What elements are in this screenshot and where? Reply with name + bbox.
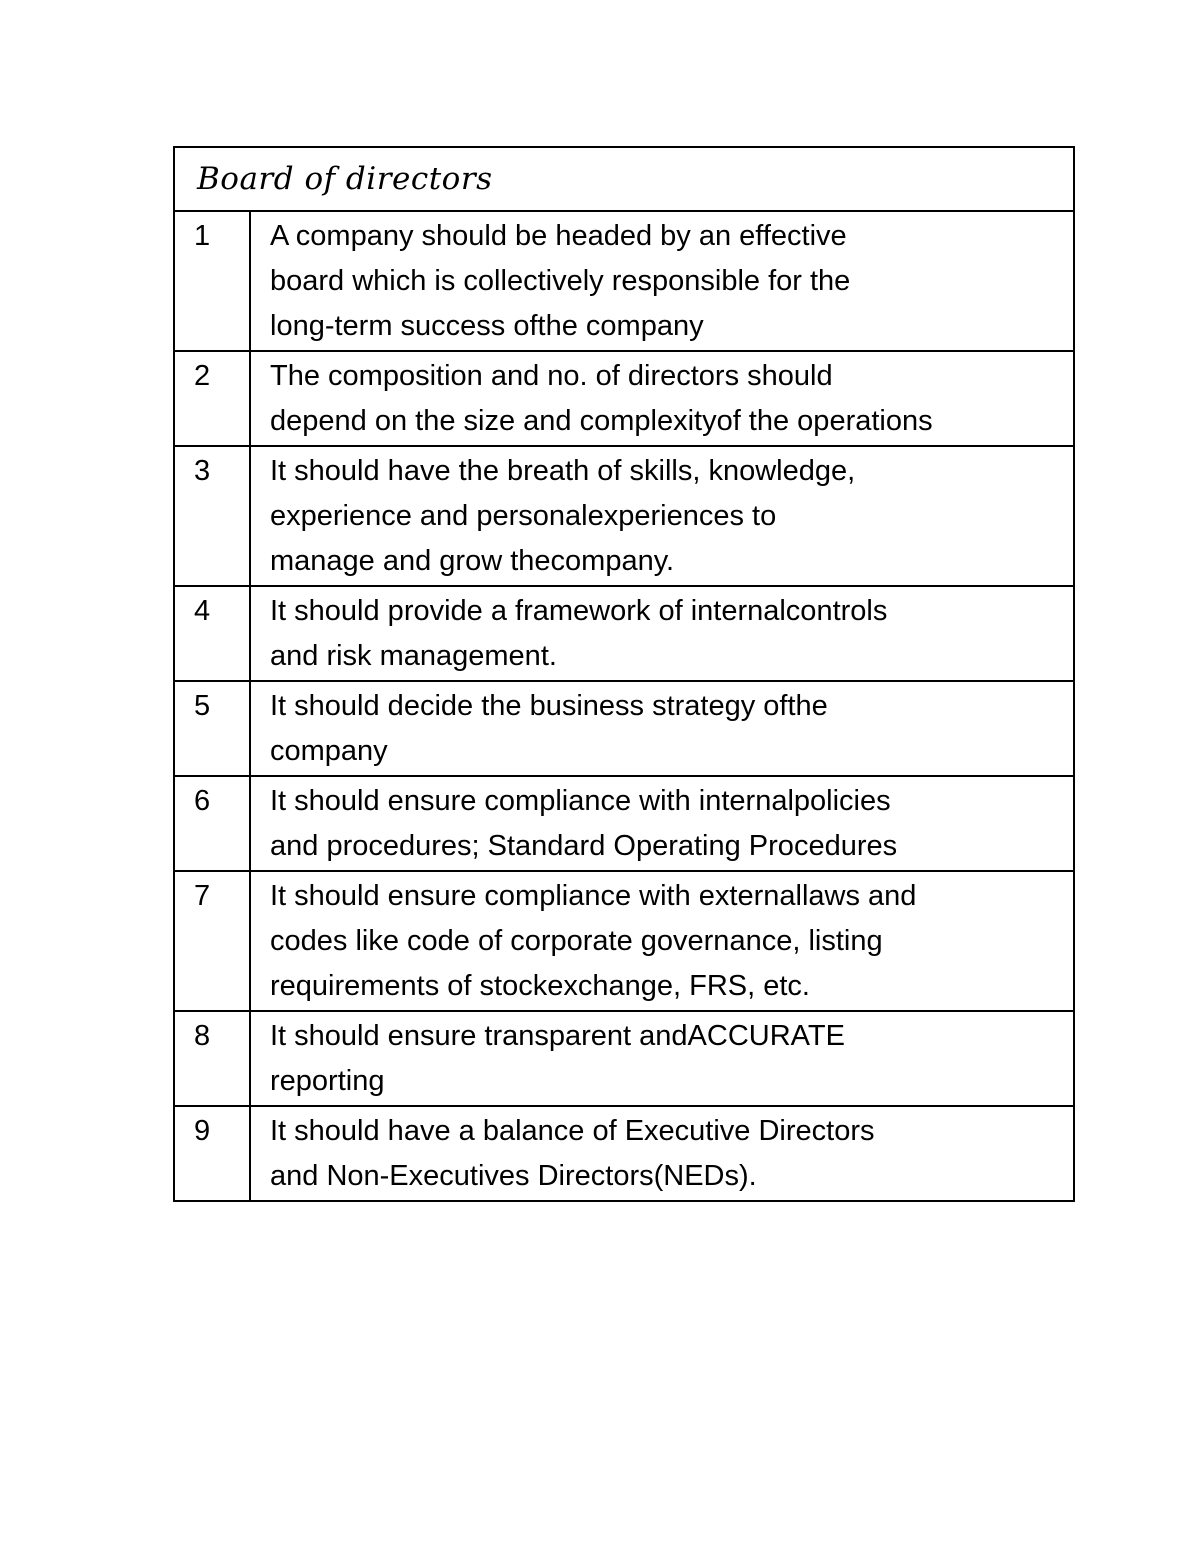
table-title-row bbox=[174, 147, 1074, 211]
table-row bbox=[174, 871, 1074, 1011]
row-number: 1 bbox=[174, 211, 250, 351]
table-title: Board of directors bbox=[174, 147, 1074, 211]
row-number: 5 bbox=[174, 681, 250, 776]
row-text: It should ensure transparent andACCURATE reporting bbox=[250, 1011, 1074, 1106]
table-row bbox=[174, 446, 1074, 586]
row-number: 2 bbox=[174, 351, 250, 446]
row-number: 6 bbox=[174, 776, 250, 871]
table-row bbox=[174, 586, 1074, 681]
table-row bbox=[174, 351, 1074, 446]
table-row bbox=[174, 681, 1074, 776]
row-text: The composition and no. of directors should depend on the size and complexityof the operations bbox=[250, 351, 1074, 446]
row-text: A company should be headed by an effective board which is collectively responsible for the long-term success ofthe company bbox=[250, 211, 1074, 351]
table-row bbox=[174, 1011, 1074, 1106]
row-text: It should have the breath of skills, knowledge, experience and personalexperiences to manage and grow thecompany. bbox=[250, 446, 1074, 586]
row-number: 9 bbox=[174, 1106, 250, 1201]
row-number: 7 bbox=[174, 871, 250, 1011]
table-row bbox=[174, 776, 1074, 871]
table-row bbox=[174, 211, 1074, 351]
table-row bbox=[174, 1106, 1074, 1201]
row-text: It should decide the business strategy ofthe company bbox=[250, 681, 1074, 776]
row-number: 8 bbox=[174, 1011, 250, 1106]
row-text: It should provide a framework of internalcontrols and risk management. bbox=[250, 586, 1074, 681]
row-number: 4 bbox=[174, 586, 250, 681]
row-text: It should ensure compliance with internalpolicies and procedures; Standard Operating Procedures bbox=[250, 776, 1074, 871]
row-text: It should ensure compliance with externallaws and codes like code of corporate governance, listing requirements of stockexchange, FRS, etc. bbox=[250, 871, 1074, 1011]
row-text: It should have a balance of Executive Directors and Non-Executives Directors(NEDs). bbox=[250, 1106, 1074, 1201]
board-of-directors-table bbox=[173, 146, 1075, 1202]
row-number: 3 bbox=[174, 446, 250, 586]
